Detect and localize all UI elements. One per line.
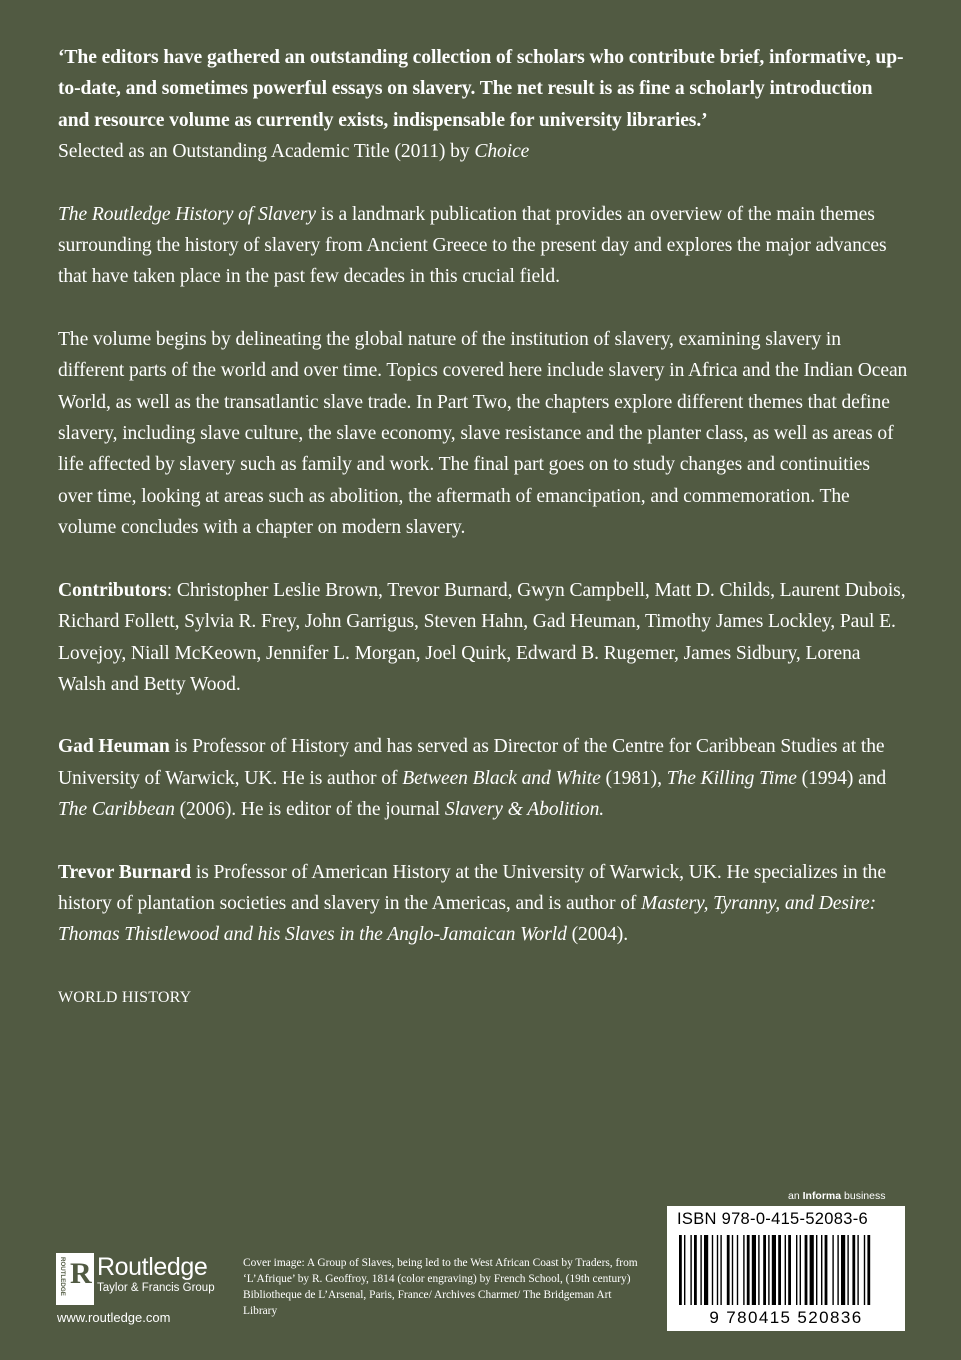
editor-name: Trevor Burnard [58,861,192,883]
barcode-bar [796,1235,797,1305]
svg-text:R: R [70,1257,92,1290]
barcode-bar [690,1235,691,1305]
barcode-bar [747,1235,750,1305]
barcode-bar [720,1235,721,1305]
barcode-bar [704,1235,708,1305]
barcode-bar [763,1235,766,1305]
barcode-graphic [677,1235,895,1315]
barcode-bar [810,1235,814,1305]
barcode-bar [841,1235,845,1305]
barcode-bar [732,1235,733,1305]
barcode-bar [727,1235,730,1305]
barcode-bar [679,1235,682,1305]
back-cover-text [58,42,908,1013]
barcode-bar [857,1235,858,1305]
isbn-label: ISBN 978-0-415-52083-6 [677,1210,868,1228]
barcode-bar [832,1235,833,1305]
publisher-brand [97,1254,215,1296]
barcode-bar [743,1235,744,1305]
barcode-bar [788,1235,791,1305]
barcode-bar [758,1235,759,1305]
review-source: Choice [474,141,530,163]
contributors-label: Contributors [58,579,167,601]
barcode-bar [847,1235,848,1305]
overview-paragraph: The volume begins by delineating the global nature of the institution of slavery, examining slavery in different parts of the world and over time. Topics covered here include slavery in Africa and the Indian Ocean World, as well as the transatlantic slave trade. In Part Two, the chapters explore different themes that define slavery, including slave culture, the slave economy, slave resistance and the planter class, as well as areas of life affected by slavery such as family and work. The final part goes on to study changes and continuities over time, looking at areas such as abolition, the aftermath of emancipation, and commemoration. The volume concludes with a chapter on modern slavery. [58,328,908,539]
barcode-bar [778,1235,781,1305]
svg-text:ROUTLEDGE: ROUTLEDGE [59,1257,66,1296]
barcode-bar [816,1235,817,1305]
editor-name: Gad Heuman [58,736,170,758]
book-title: The Routledge History of Slavery [58,203,316,225]
barcode-bar [700,1235,701,1305]
intro-paragraph: The Routledge History of Slavery is a landmark publication that provides an overview of the main themes surrounding the history of slavery from Ancient Greece to the present day and explores the major advances that have taken place in the past few decades in this crucial field. [58,203,887,288]
barcode-bar [837,1235,838,1305]
review-attribution: Selected as an Outstanding Academic Title (2011) by Choice [58,141,530,163]
barcode-bar [684,1235,685,1305]
routledge-logo-icon [56,1253,94,1305]
publisher-group: Taylor & Francis Group [97,1282,215,1294]
cover-image-credit: Cover image: A Group of Slaves, being led to the West African Coast by Traders, from ‘L’Afrique’ by R. Geoffroy, 1814 (color engraving) by French School, (19th century) Bibliotheque de L’Arsenal, Paris, France/ Archives Charmet/ The Bridgeman Art Library [243,1257,638,1317]
publisher-url[interactable]: www.routledge.com [57,1310,171,1325]
editor-bio-heuman: Gad Heuman is Professor of History and has served as Director of the Centre for Caribbean Studies at the University of Warwick, UK. He is author of Between Black and White (1981), The Killing Time (1994) and The Caribbean (2006). He is editor of the journal Slavery & Abolition. [58,736,887,821]
barcode-bar [785,1235,786,1305]
barcode-bar [772,1235,776,1305]
barcode-bar [805,1235,808,1305]
isbn-digits: 9 780415 520836 [709,1308,863,1327]
barcode-bar [867,1235,870,1305]
barcode-bar [717,1235,718,1305]
barcode-bar [864,1235,865,1305]
informa-tagline: an Informa business [788,1190,886,1202]
barcode-bar [821,1235,822,1305]
barcode-bar [694,1235,697,1305]
barcode-bar [737,1235,738,1305]
barcode-bar [800,1235,801,1305]
review-quote: ‘The editors have gathered an outstanding collection of scholars who contribute brief, informative, up-to-date, and sometimes powerful essays on slavery. The net result is as fine a scholarly introduction and resource volume as currently exists, indispensable for university libraries.’ [58,47,904,131]
editor-bio-burnard: Trevor Burnard is Professor of American History at the University of Warwick, UK. He specializes in the history of plantation societies and slavery in the Americas, and is author of Mastery, Tyranny, and Desire: Thomas Thistlewood and his Slaves in the Anglo-Jamaican World (2004). [58,861,886,946]
isbn-barcode-box [667,1206,905,1331]
barcode-bar [768,1235,769,1305]
publisher-name: Routledge [97,1253,208,1281]
barcode-bar [712,1235,713,1305]
subject-category: WORLD HISTORY [58,988,192,1006]
barcode-bar [825,1235,828,1305]
barcode-bar [852,1235,855,1305]
contributors-paragraph: Contributors: Christopher Leslie Brown, Trevor Burnard, Gwyn Campbell, Matt D. Childs, Laurent Dubois, Richard Follett, Sylvia R. Frey, John Garrigus, Steven Hahn, Gad Heuman, Timothy James Lockley, Paul E. Lovejoy, Niall McKeown, Jennifer L. Morgan, Joel Quirk, Edward B. Rugemer, James Sidbury, Lorena Walsh and Betty Wood. [58,579,906,695]
barcode-bar [752,1235,756,1305]
